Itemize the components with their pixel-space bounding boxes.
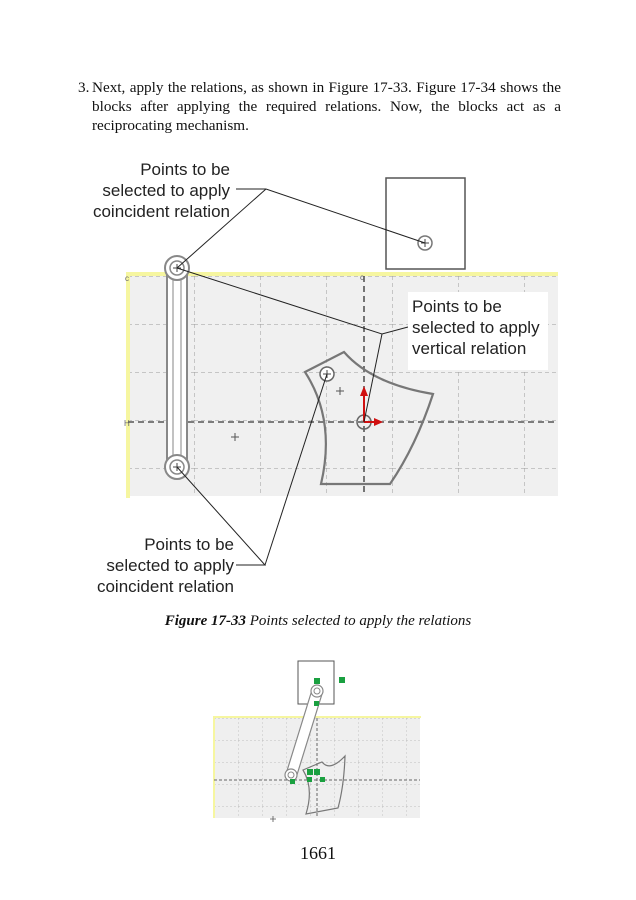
figure-caption <box>0 613 636 630</box>
callout-coincident-bottom <box>88 534 234 597</box>
callout-line: vertical relation <box>412 339 527 358</box>
step-text: Next, apply the relations, as shown in Figure 17-33. Figure 17-34 shows the blocks after applying the required relations. Now, the blocks act as a reciprocating mechanism. <box>92 79 561 134</box>
callout-vertical <box>412 296 540 359</box>
callout-line: Points to be <box>144 535 234 554</box>
step-number: 3. <box>78 79 90 96</box>
callout-line: selected to apply <box>106 556 234 575</box>
figure-label: Figure 17-33 <box>164 613 247 629</box>
callout-line: coincident relation <box>92 202 230 221</box>
callout-line: Points to be <box>140 160 230 179</box>
callout-line: selected to apply <box>412 318 540 337</box>
svg-text:c: c <box>360 273 364 282</box>
figure-17-34 <box>213 661 421 822</box>
callout-coincident-top <box>86 159 230 222</box>
callout-line: selected to apply <box>102 181 230 200</box>
figure-caption-text: Points selected to apply the relations <box>249 613 472 629</box>
figure-17-33 <box>124 178 558 565</box>
link-bar <box>165 256 189 479</box>
page-number: 1661 <box>300 843 336 863</box>
callout-line: coincident relation <box>96 577 234 596</box>
svg-text:H: H <box>124 419 130 428</box>
square-block <box>386 178 465 269</box>
callout-line: Points to be <box>412 297 502 316</box>
svg-text:c: c <box>125 274 129 283</box>
